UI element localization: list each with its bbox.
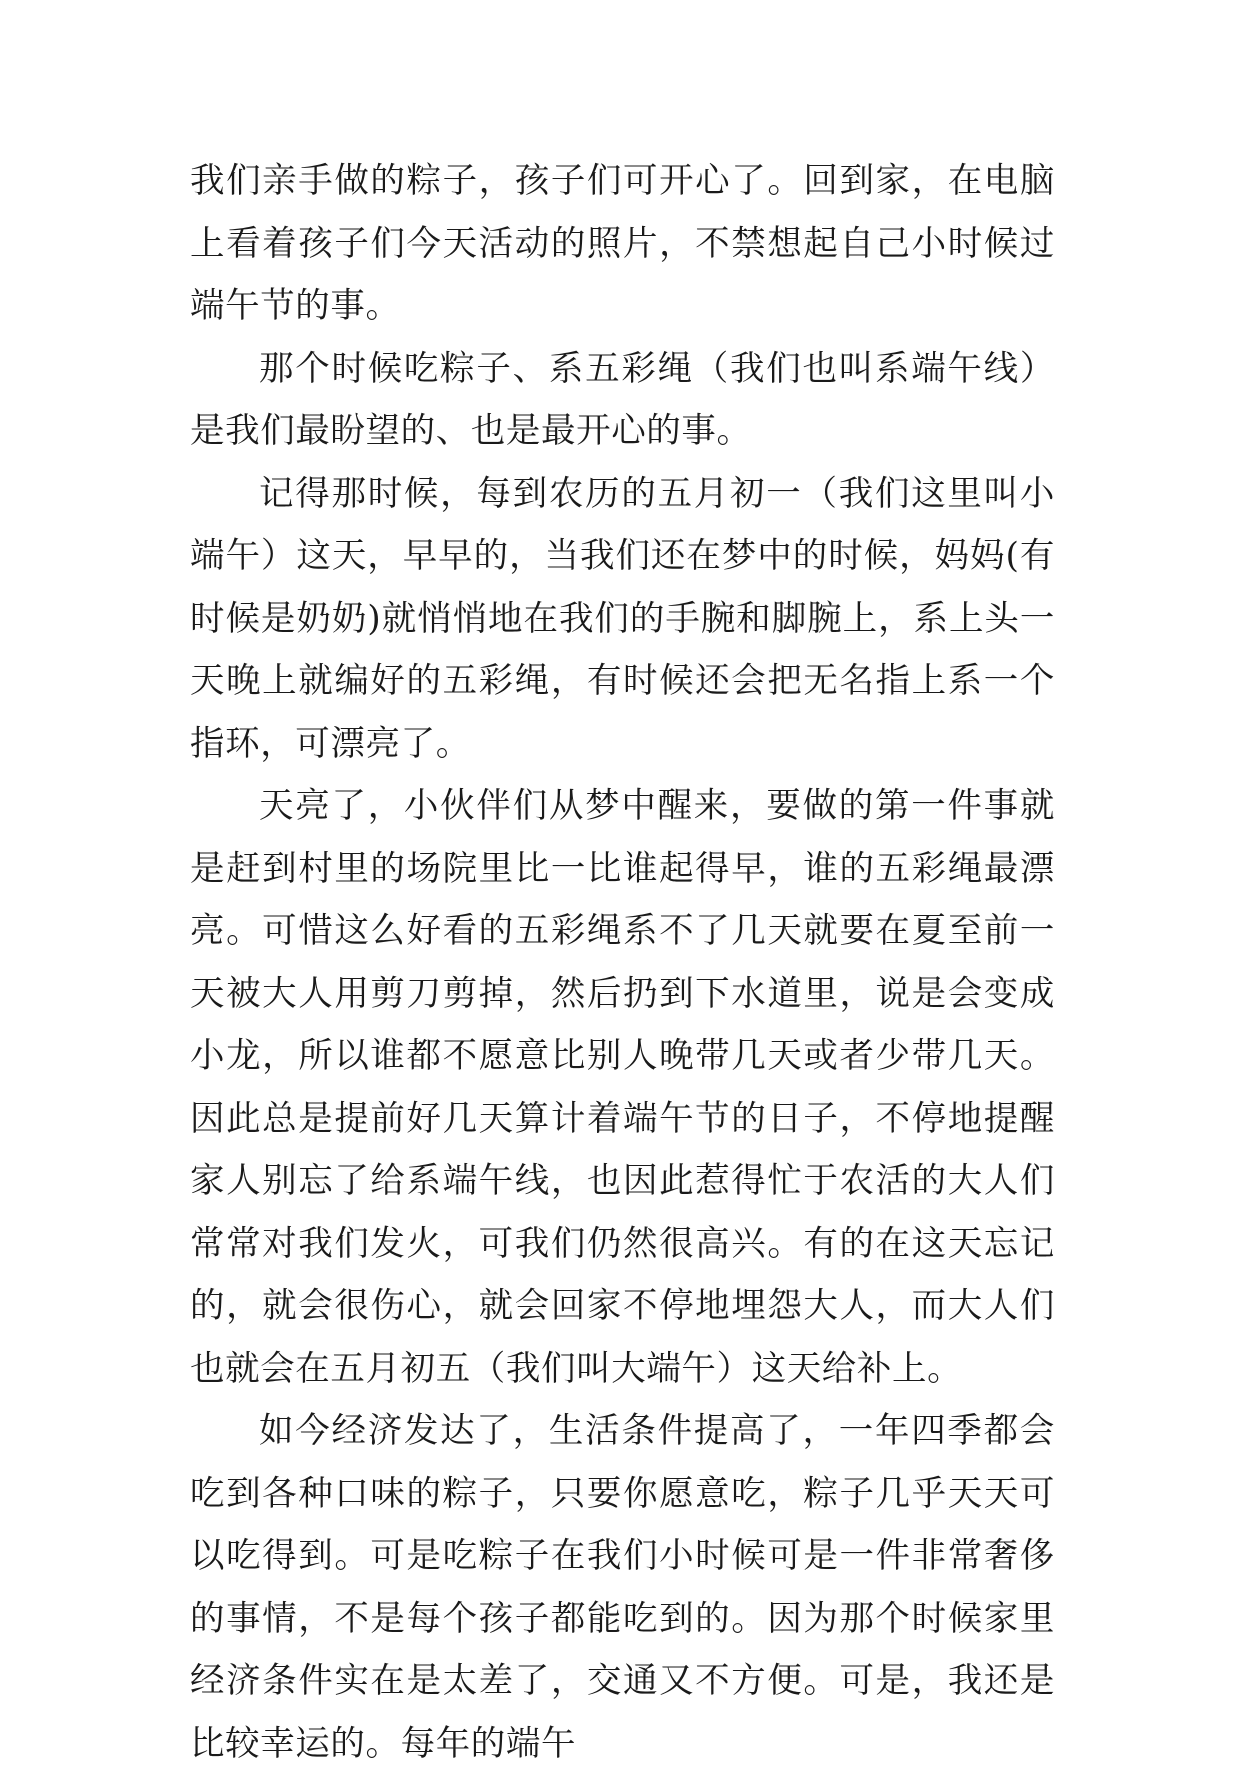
document-body <box>190 150 1055 1775</box>
paragraph-3: 记得那时候，每到农历的五月初一（我们这里叫小端午）这天，早早的，当我们还在梦中的时候，妈妈(有时候是奶奶)就悄悄地在我们的手腕和脚腕上，系上头一天晚上就编好的五彩绳，有时候还会把无名指上系一个指环，可漂亮了。 <box>190 473 1055 764</box>
paragraph-5: 如今经济发达了，生活条件提高了，一年四季都会吃到各种口味的粽子，只要你愿意吃，粽子几乎天天可以吃得到。可是吃粽子在我们小时候可是一件非常奢侈的事情，不是每个孩子都能吃到的。因为那个时候家里经济条件实在是太差了，交通又不方便。可是，我还是比较幸运的。每年的端午 <box>190 1411 1055 1764</box>
paragraph-4: 天亮了，小伙伴们从梦中醒来，要做的第一件事就是赶到村里的场院里比一比谁起得早，谁的五彩绳最漂亮。可惜这么好看的五彩绳系不了几天就要在夏至前一天被大人用剪刀剪掉，然后扔到下水道里，说是会变成小龙，所以谁都不愿意比别人晚带几天或者少带几天。因此总是提前好几天算计着端午节的日子，不停地提醒家人别忘了给系端午线，也因此惹得忙于农活的大人们常常对我们发火，可我们仍然很高兴。有的在这天忘记的，就会很伤心，就会回家不停地埋怨大人，而大人们也就会在五月初五（我们叫大端午）这天给补上。 <box>190 786 1055 1389</box>
paragraph-1: 我们亲手做的粽子，孩子们可开心了。回到家，在电脑上看着孩子们今天活动的照片，不禁想起自己小时候过端午节的事。 <box>190 161 1055 326</box>
paragraph-2: 那个时候吃粽子、系五彩绳（我们也叫系端午线）是我们最盼望的、也是最开心的事。 <box>190 348 1055 451</box>
